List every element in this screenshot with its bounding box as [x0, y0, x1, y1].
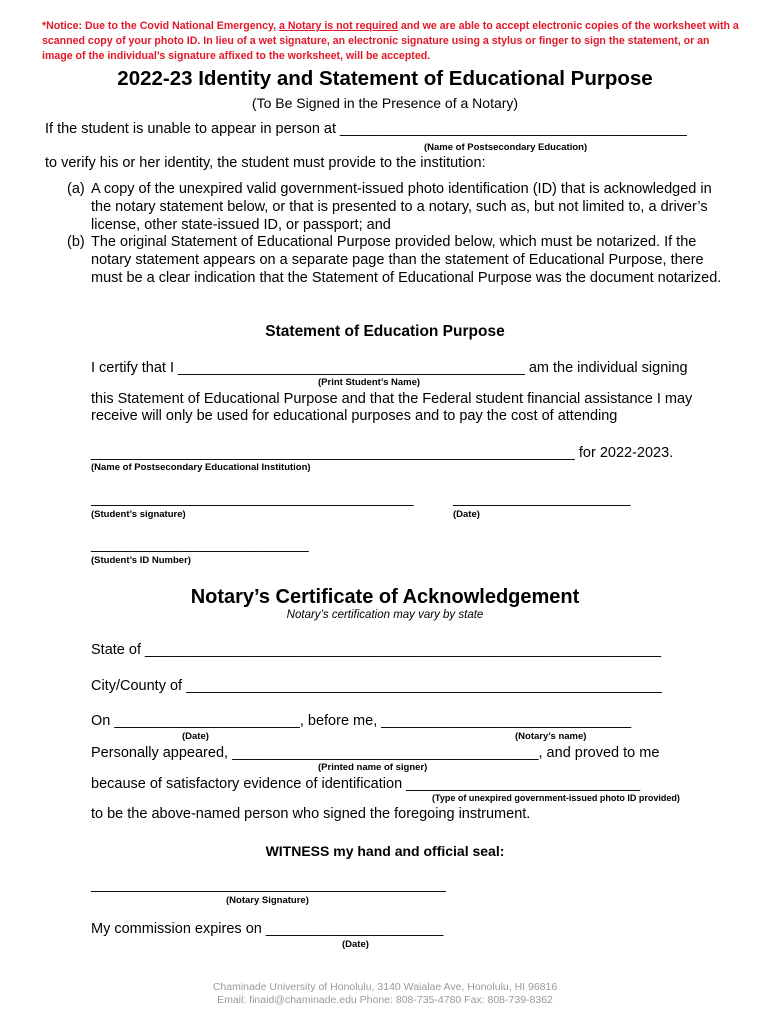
student-id-line: ___________________________ [91, 537, 309, 553]
on-date-caption: (Date) [182, 731, 209, 742]
student-signature-caption: (Student’s signature) [91, 509, 186, 520]
on-date-line: On _______________________, before me, _______________________________ [91, 713, 632, 729]
date-line: ______________________ [453, 491, 631, 507]
requirement-b [67, 233, 731, 287]
intro-line-1: If the student is unable to appear in person at ___________________________________________ [45, 121, 687, 137]
notary-signature-caption: (Notary Signature) [226, 895, 309, 906]
institution-line: ____________________________________________________________ for 2022-2023. [91, 445, 674, 461]
notary-signature-line: ____________________________________________ [91, 877, 446, 893]
requirement-a-text: A copy of the unexpired valid government-issued photo identification (ID) that is acknowledged in the notary statement below, or that is presented to a notary, such as, but not limited to, a driver’s license, other state-issued ID, or passport; and [91, 181, 712, 233]
statement-body-line-1: this Statement of Educational Purpose and that the Federal student financial assistance I may [91, 391, 693, 407]
closing-line: to be the above-named person who signed the foregoing instrument. [91, 806, 531, 822]
commission-line: My commission expires on ______________________ [91, 921, 444, 937]
statement-heading: Statement of Education Purpose [265, 323, 505, 340]
notice-underlined-text: a Notary is not required [279, 20, 398, 32]
notary-name-caption: (Notary’s name) [515, 731, 587, 742]
requirement-b-label: (b) [67, 234, 85, 250]
requirement-a-label: (a) [67, 181, 85, 197]
notice-text-part1: *Notice: Due to the Covid National Emergency, [42, 20, 280, 32]
footer-contact: Email: finaid@chaminade.edu Phone: 808-735-4780 Fax: 808-739-8362 [217, 994, 553, 1006]
notary-heading: Notary’s Certificate of Acknowledgement [190, 586, 580, 608]
commission-date-caption: (Date) [342, 939, 369, 950]
student-id-caption: (Student’s ID Number) [91, 555, 191, 566]
state-line: State of ________________________________________________________________ [91, 642, 662, 658]
statement-body-line-2: receive will only be used for educational purposes and to pay the cost of attending [91, 408, 618, 424]
notary-subheading: Notary’s certification may vary by state [286, 609, 484, 621]
notice-text-part2: and we are able to accept electronic copies of the worksheet with a scanned copy of your photo ID. In lieu of a wet signature, an electronic signature using a stylus or finger to sign the statement, or an image of the individual’s signature affixed to the worksheet, will be accepted. [42, 20, 739, 62]
personally-appeared-line: Personally appeared, ______________________________________, and proved to me [91, 745, 660, 761]
page-subtitle: (To Be Signed in the Presence of a Notary) [251, 95, 519, 111]
page-title: 2022-23 Identity and Statement of Educational Purpose [117, 67, 653, 90]
county-line: City/County of ___________________________________________________________ [91, 678, 662, 694]
requirement-b-text: The original Statement of Educational Purpose provided below, which must be notarized. If the notary statement appears on a separate page than the statement of Educational Purpose, there must be a clear indication that the Statement of Educational Purpose was the document notarized. [91, 234, 722, 286]
footer-address: Chaminade University of Honolulu, 3140 Waialae Ave, Honolulu, HI 96816 [212, 981, 558, 993]
intro-caption: (Name of Postsecondary Education) [424, 142, 588, 153]
student-signature-line: ________________________________________ [91, 491, 414, 507]
witness-heading: WITNESS my hand and official seal: [265, 843, 505, 859]
evidence-line: because of satisfactory evidence of identification _____________________________ [91, 776, 641, 792]
date-caption: (Date) [453, 509, 480, 520]
requirement-a [67, 180, 731, 234]
intro-line-2: to verify his or her identity, the student must provide to the institution: [45, 155, 486, 171]
print-name-caption: (Print Student’s Name) [318, 377, 421, 388]
printed-name-caption: (Printed name of signer) [318, 762, 428, 773]
photo-id-caption: (Type of unexpired government-issued photo ID provided) [432, 793, 680, 803]
institution-caption: (Name of Postsecondary Educational Institution) [91, 462, 311, 473]
certify-line: I certify that I ___________________________________________ am the individual signing [91, 360, 688, 376]
covid-notice [42, 19, 742, 64]
